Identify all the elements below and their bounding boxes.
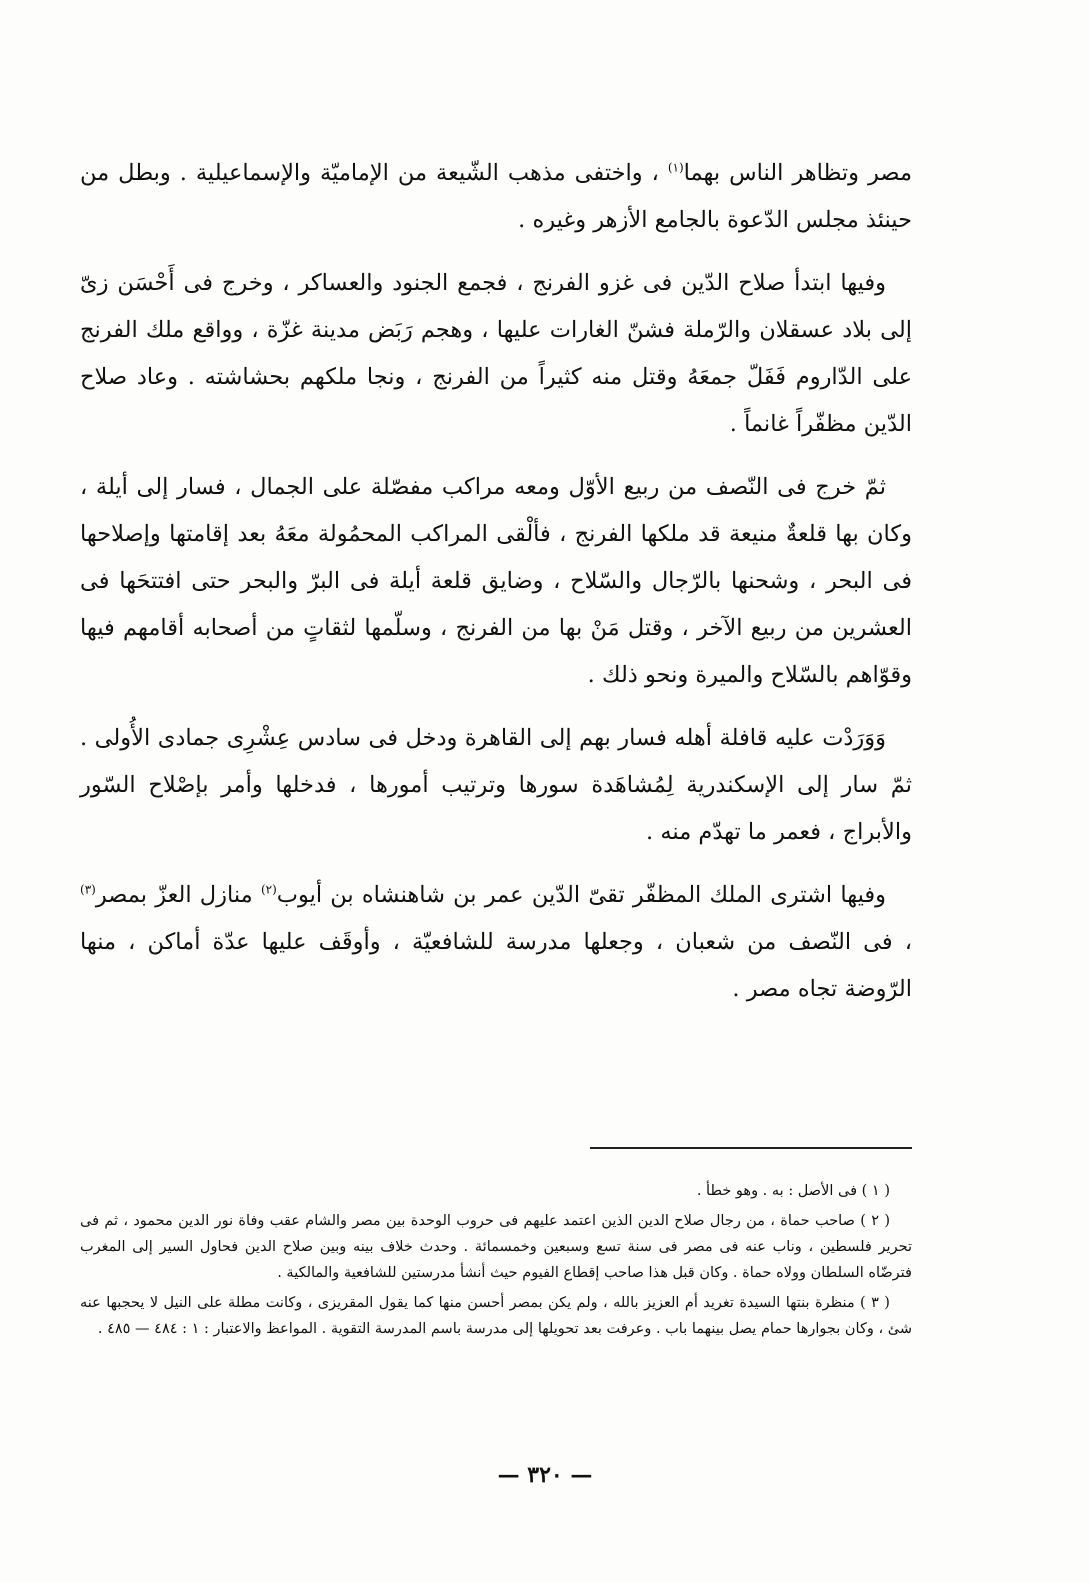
footnote-mark: ( ٣ )	[860, 1295, 890, 1311]
footnote-text: صاحب حماة ، من رجال صلاح الدين الذين اعتمد عليهم فى حروب الوحدة بين مصر والشام عقب وفاة نور الدين محمود ، ثم فى تحرير فلسطين ، وناب عنه فى مصر فى سنة تسع وسبعين وخمسمائة . وحدث خلاف بينه وبين صلاح الدين فحاول السير إلى المغرب فترضّاه السلطان وولاه حماة . وكان قبل هذا صاحب إقطاع الفيوم حيث أنشأ مدرستين للشافعية والمالكية .	[80, 1213, 912, 1281]
footnote-ref-1: (١)	[667, 160, 684, 175]
footnote-ref-2: (٢)	[260, 882, 277, 897]
paragraph-2: وفيها ابتدأ صلاح الدّين فى غزو الفرنج ، فجمع الجنود والعساكر ، وخرج فى أَحْسَن زىّ إلى بلاد عسقلان والرّملة فشنّ الغارات عليها ، وهجم رَبَض مدينة غزّة ، وواقع ملك الفرنج على الدّاروم فَفَلّ جمعَهُ وقتل منه كثيراً من الفرنج ، ونجا ملكهم بحشاشته . وعاد صلاح الدّين مظفّراً غانماً .	[80, 270, 912, 437]
page-number: — ٣٢٠ —	[497, 1462, 593, 1488]
footnote-ref-3: (٣)	[80, 882, 96, 897]
footnote-2	[80, 1208, 912, 1286]
footnote-text: فى الأصل : به . وهو خطأ .	[696, 1183, 858, 1199]
footnotes	[80, 1178, 912, 1346]
main-text	[80, 150, 912, 1029]
footnote-mark: ( ١ )	[861, 1183, 890, 1199]
footnote-mark: ( ٢ )	[860, 1213, 890, 1229]
paragraph-5-start: وفيها اشترى الملك المظفّر تقىّ الدّين عمر بن شاهنشاه بن أيوب	[276, 882, 886, 908]
footnote-1	[80, 1178, 912, 1204]
paragraph-4: وَوَرَدْت عليه قافلة أهله فسار بهم إلى القاهرة ودخل فى سادس عِشْرِى جمادى الأُولى . ثمّ سار إلى الإسكندرية لِمُشاهَدة سورها وترتيب أمورها ، فدخلها وأمر بإصْلاح السّور والأبراج ، فعمر ما تهدّم منه .	[80, 725, 912, 845]
paragraph-5-mid: منازل العزّ بمصر	[95, 882, 261, 908]
paragraph-5	[80, 872, 912, 1013]
paragraph-1-rest: ، واختفى مذهب الشّيعة من الإماميّة والإسماعيلية . وبطل من حينئذ مجلس الدّعوة بالجامع الأزهر وغيره .	[80, 160, 912, 233]
footnote-text: منظرة بنتها السيدة تغريد أم العزيز بالله ، ولم يكن بمصر أحسن منها كما يقول المقريزى ، وكانت مطلة على النيل لا يحجبها عنه شئ ، وكان بجوارها حمام يصل بينهما باب . وعرفت بعد تحويلها إلى مدرسة باسم المدرسة التقوية . المواعظ والاعتبار : ١ : ٤٨٤ — ٤٨٥ .	[80, 1295, 912, 1337]
paragraph-5-rest: ، فى النّصف من شعبان ، وجعلها مدرسة للشافعيّة ، وأوقَف عليها عدّة أماكن ، منها الرّوضة تجاه مصر .	[80, 929, 912, 1002]
paragraph-1	[80, 150, 912, 244]
paragraph-3: ثمّ خرج فى النّصف من ربيع الأوّل ومعه مراكب مفصّلة على الجمال ، فسار إلى أيلة ، وكان بها قلعةٌ منيعة قد ملكها الفرنج ، فألْقى المراكب المحمُولة معَهُ بعد إقامتها وإصلاحها فى البحر ، وشحنها بالرّجال والسّلاح ، وضايق قلعة أيلة فى البرّ والبحر حتى افتتحَها فى العشرين من ربيع الآخر ، وقتل مَنْ بها من الفرنج ، وسلّمها لثقاتٍ من أصحابه أقامهم فيها وقوّاهم بالسّلاح والميرة ونحو ذلك .	[80, 474, 912, 688]
footnote-divider	[590, 1147, 912, 1149]
paragraph-1-start: مصر وتظاهر الناس بهما	[683, 160, 912, 186]
footnote-3	[80, 1290, 912, 1342]
